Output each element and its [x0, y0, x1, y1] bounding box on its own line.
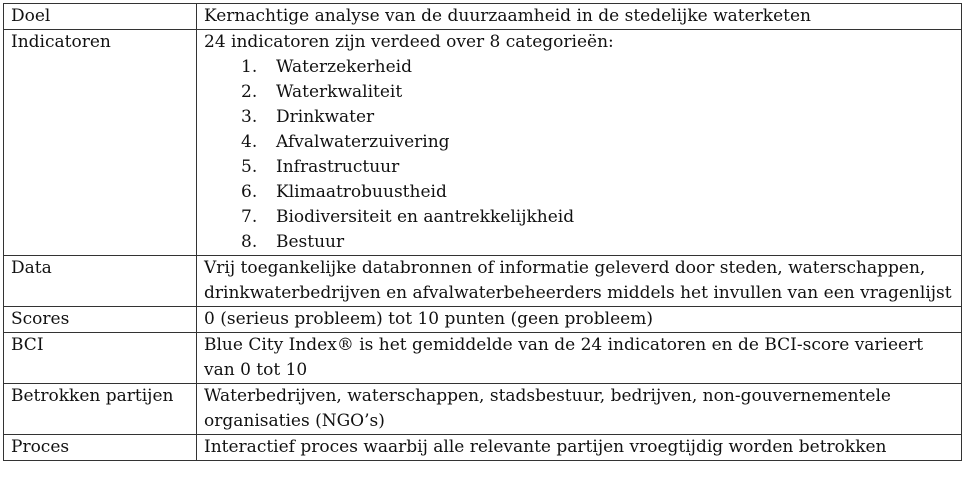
list-item-text: Bestuur [276, 232, 345, 252]
list-item-number: 6. [241, 182, 258, 202]
list-item-text: Waterkwaliteit [276, 82, 403, 102]
table-row-betrokken-partijen [4, 384, 962, 435]
row-value: Kernachtige analyse van de duurzaamheid in de stedelijke waterketen [197, 4, 962, 30]
table-row-doel [4, 4, 962, 30]
list-item [241, 55, 954, 80]
row-label: BCI [4, 333, 197, 384]
list-item-text: Drinkwater [276, 107, 375, 127]
list-item [241, 205, 954, 230]
row-label: Betrokken partijen [4, 384, 197, 435]
row-value [197, 30, 962, 256]
list-item-number: 8. [241, 232, 258, 252]
list-item [241, 155, 954, 180]
row-label: Scores [4, 307, 197, 333]
list-item-text: Waterzekerheid [276, 57, 412, 77]
list-item-number: 2. [241, 82, 258, 102]
list-item-text: Biodiversiteit en aantrekkelijkheid [276, 207, 575, 227]
list-item [241, 80, 954, 105]
table-row-indicatoren [4, 30, 962, 256]
list-item [241, 180, 954, 205]
list-item-number: 3. [241, 107, 258, 127]
list-item-text: Klimaatrobuustheid [276, 182, 447, 202]
list-item-number: 5. [241, 157, 258, 177]
table-row-data [4, 256, 962, 307]
list-item-number: 7. [241, 207, 258, 227]
table-row-proces [4, 435, 962, 461]
row-value: Waterbedrijven, waterschappen, stadsbestuur, bedrijven, non-gouvernementele organisaties (NGO’s) [197, 384, 962, 435]
table-row-scores [4, 307, 962, 333]
blue-city-index-table [3, 3, 962, 461]
row-value: Blue City Index® is het gemiddelde van de 24 indicatoren en de BCI-score varieert van 0 tot 10 [197, 333, 962, 384]
table-row-bci [4, 333, 962, 384]
list-item [241, 130, 954, 155]
row-value: Interactief proces waarbij alle relevante partijen vroegtijdig worden betrokken [197, 435, 962, 461]
list-item-number: 1. [241, 57, 258, 77]
category-list [204, 55, 954, 255]
row-value: 0 (serieus probleem) tot 10 punten (geen probleem) [197, 307, 962, 333]
list-item [241, 230, 954, 255]
list-item-text: Afvalwaterzuivering [276, 132, 450, 152]
list-item-text: Infrastructuur [276, 157, 400, 177]
list-item-number: 4. [241, 132, 258, 152]
indicatoren-intro: 24 indicatoren zijn verdeed over 8 categorieën: [204, 32, 614, 52]
row-label: Proces [4, 435, 197, 461]
row-label: Data [4, 256, 197, 307]
list-item [241, 105, 954, 130]
row-value: Vrij toegankelijke databronnen of informatie geleverd door steden, waterschappen, drinkwaterbedrijven en afvalwaterbeheerders middels het invullen van een vragenlijst [197, 256, 962, 307]
row-label: Indicatoren [4, 30, 197, 256]
row-label: Doel [4, 4, 197, 30]
